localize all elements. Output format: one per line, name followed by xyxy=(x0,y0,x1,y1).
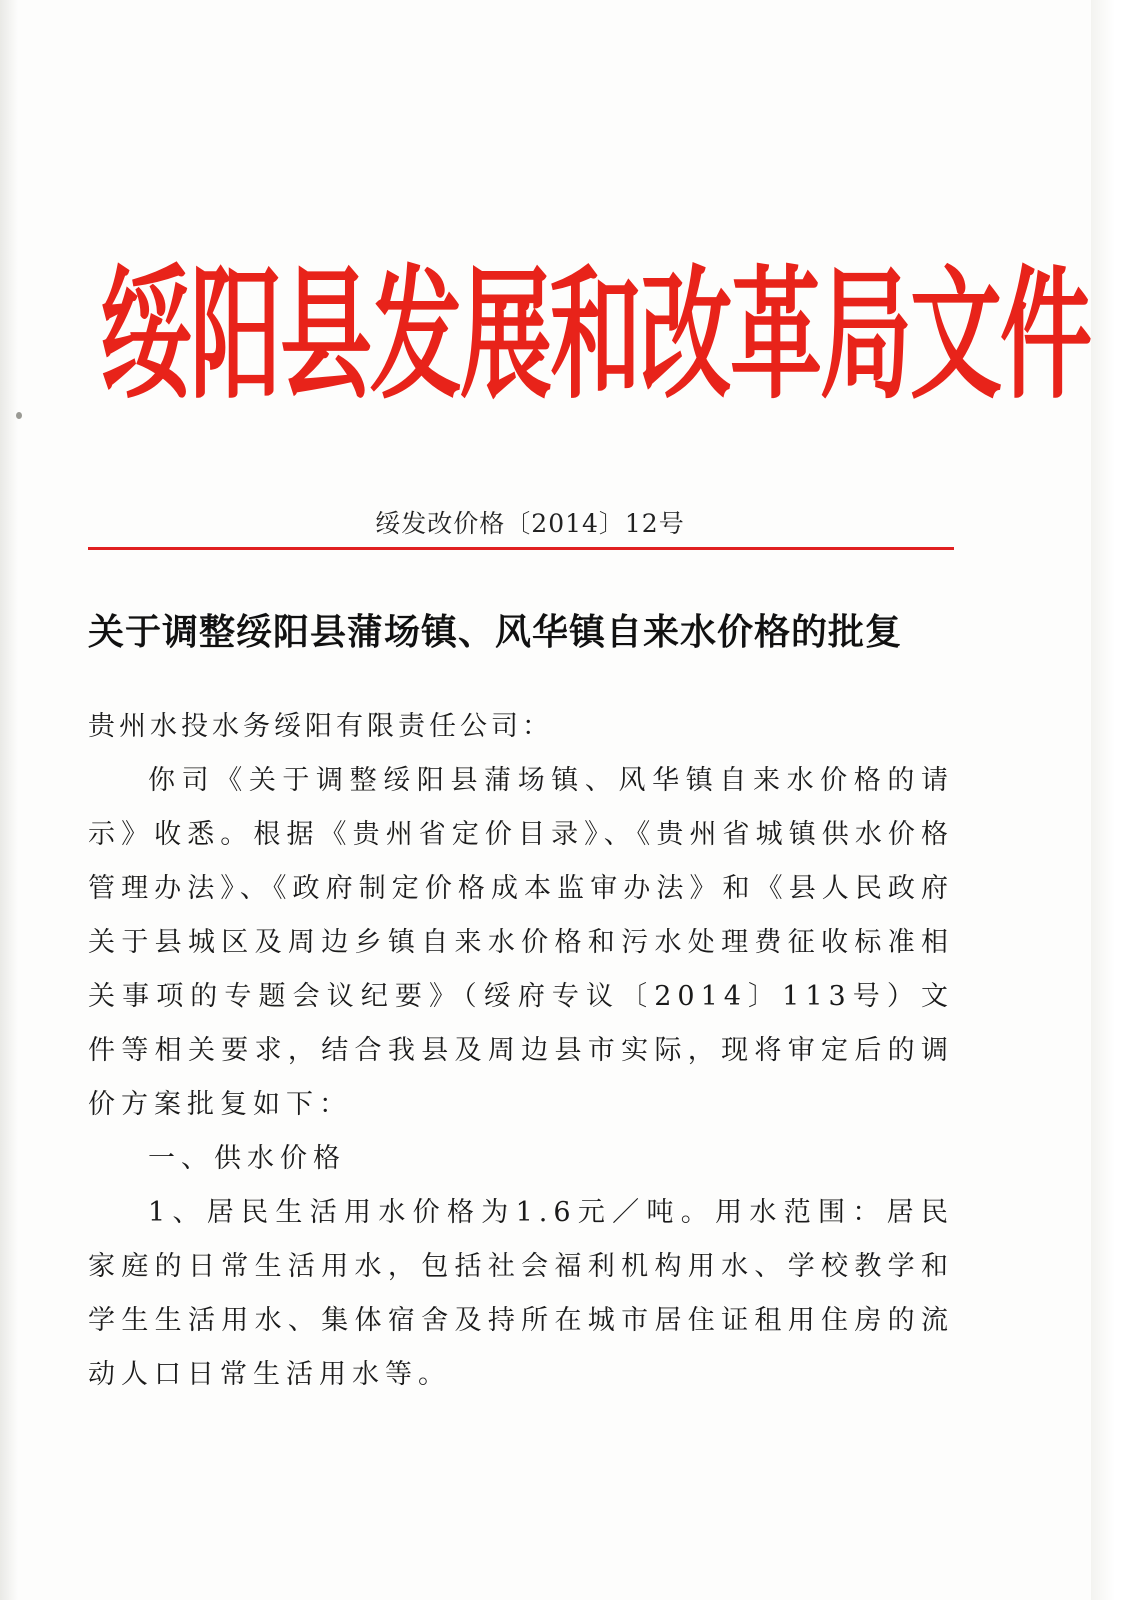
scan-edge-right xyxy=(1091,0,1131,1600)
agency-header-title: 绥阳县发展和改革局文件 xyxy=(100,251,1091,419)
document-number: 绥发改价格〔2014〕12号 xyxy=(375,509,685,538)
paragraph-residential-price: 1、居民生活用水价格为1.6元／吨。用水范围：居民家庭的日常生活用水，包括社会福利机构用水、学校教学和学生生活用水、集体宿舍及持所在城市居住证租用住房的流动人口日常生活用水等。 xyxy=(88,1197,954,1390)
document-title: 关于调整绥阳县蒲场镇、风华镇自来水价格的批复 xyxy=(88,611,903,653)
scan-speck xyxy=(16,412,22,419)
addressee: 贵州水投水务绥阳有限责任公司： xyxy=(88,711,553,742)
paragraph-intro: 你司《关于调整绥阳县蒲场镇、风华镇自来水价格的请示》收悉。根据《贵州省定价目录》、《贵州省城镇供水价格管理办法》、《政府制定价格成本监审办法》和《县人民政府关于县城区及周边乡镇自来水价格和污水处理费征收标准相关事项的专题会议纪要》（绥府专议〔2014〕113号）文件等相关要求，结合我县及周边县市实际，现将审定后的调价方案批复如下： xyxy=(88,765,954,1120)
scan-edge-left xyxy=(0,0,18,1600)
section-heading-water-price: 一、供水价格 xyxy=(148,1143,346,1174)
document-body xyxy=(88,700,954,1402)
red-divider-line xyxy=(88,547,954,550)
